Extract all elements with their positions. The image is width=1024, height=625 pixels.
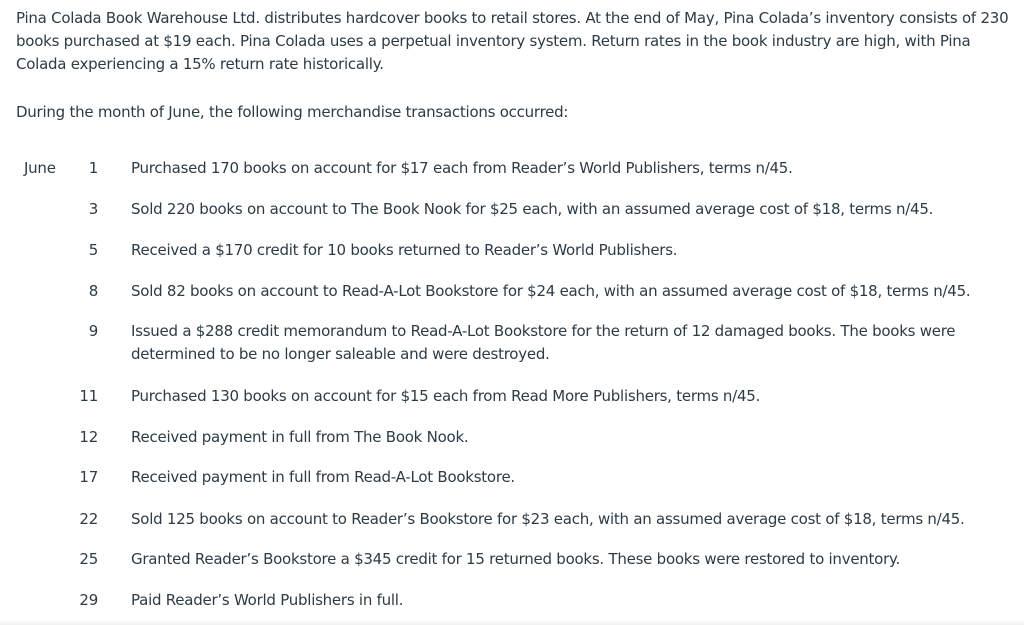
transaction-day: 3 [88, 200, 98, 218]
transaction-description: Sold 82 books on account to Read-A-Lot Bookstore for $24 each, with an assumed average cost of $18, terms n/45. [131, 282, 971, 300]
transactions-lead: During the month of June, the following merchandise transactions occurred: [16, 103, 569, 121]
transaction-month: June [24, 159, 56, 177]
transaction-day: 11 [79, 387, 98, 405]
bottom-shadow [0, 619, 1024, 625]
transaction-day: 25 [79, 550, 98, 568]
transaction-description: Received payment in full from The Book Nook. [131, 428, 469, 446]
transaction-day: 29 [79, 591, 98, 609]
transaction-description: Paid Reader’s World Publishers in full. [131, 591, 404, 609]
transaction-day: 5 [88, 241, 98, 259]
transaction-description: Received a $170 credit for 10 books returned to Reader’s World Publishers. [131, 241, 678, 259]
transaction-description: Purchased 170 books on account for $17 each from Reader’s World Publishers, terms n/45. [131, 159, 793, 177]
transaction-description: Purchased 130 books on account for $15 each from Read More Publishers, terms n/45. [131, 387, 761, 405]
transaction-description: Received payment in full from Read-A-Lot Bookstore. [131, 468, 515, 486]
transaction-description: Issued a $288 credit memorandum to Read-A-Lot Bookstore for the return of 12 damaged books. The books were determined to be no longer saleable and were destroyed. [131, 322, 956, 363]
transaction-description: Sold 220 books on account to The Book Nook for $25 each, with an assumed average cost of $18, terms n/45. [131, 200, 934, 218]
transaction-day: 8 [88, 282, 98, 300]
transaction-day: 9 [88, 322, 98, 340]
problem-intro: Pina Colada Book Warehouse Ltd. distributes hardcover books to retail stores. At the end of May, Pina Colada’s inventory consists of 230 books purchased at $19 each. Pina Colada uses a perpetual inventory system. Return rates in the book industry are high, with Pina Colada experiencing a 15% return rate historically. [16, 9, 1009, 73]
transaction-day: 12 [79, 428, 98, 446]
transaction-description: Sold 125 books on account to Reader’s Bookstore for $23 each, with an assumed average cost of $18, terms n/45. [131, 510, 965, 528]
transaction-day: 17 [79, 468, 98, 486]
transaction-day: 22 [79, 510, 98, 528]
transaction-day: 1 [88, 159, 98, 177]
transaction-description: Granted Reader’s Bookstore a $345 credit for 15 returned books. These books were restored to inventory. [131, 550, 901, 568]
